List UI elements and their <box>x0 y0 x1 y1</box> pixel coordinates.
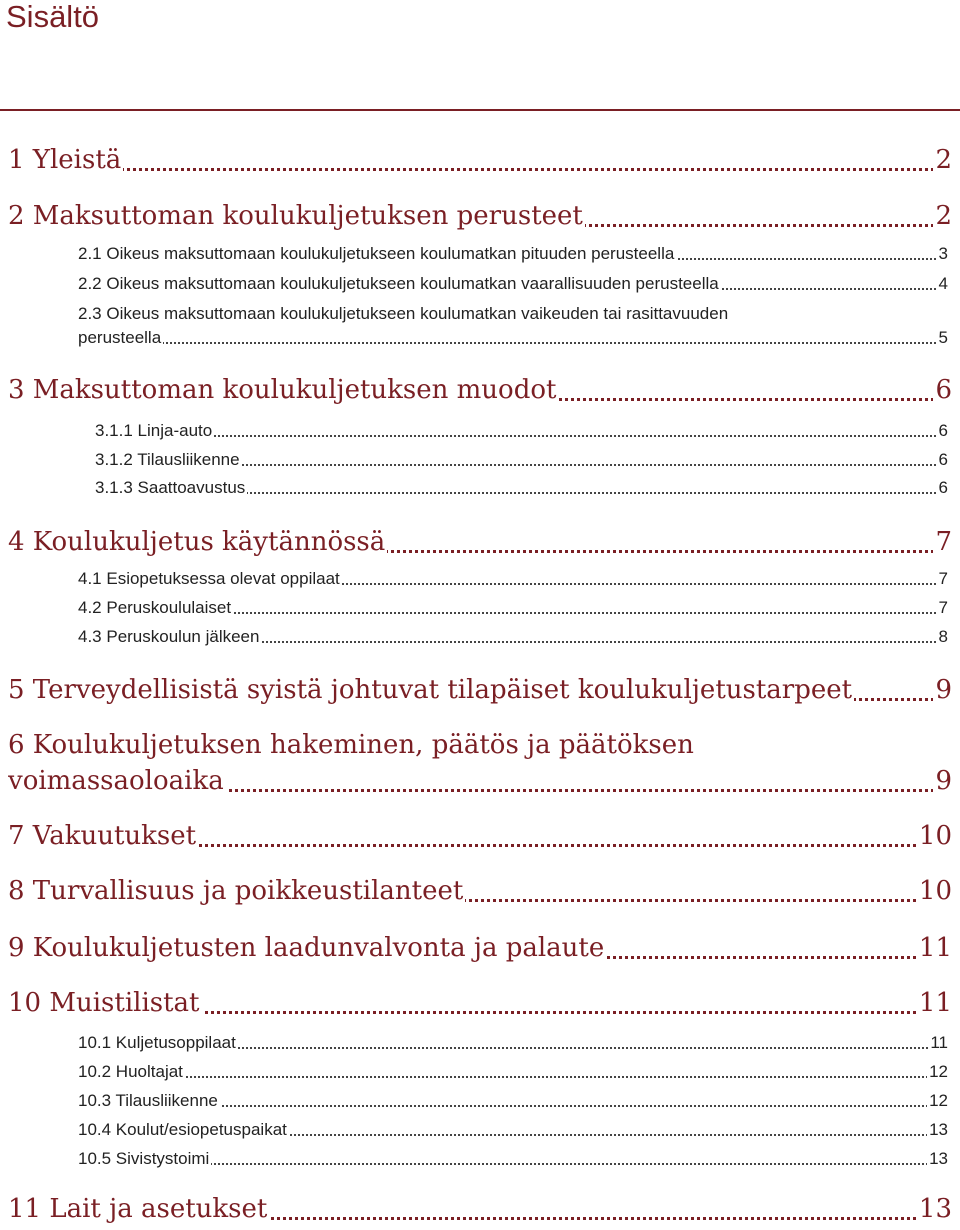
toc-entry-page: 10 <box>917 818 952 854</box>
toc-entry-4-3[interactable] <box>78 625 948 649</box>
toc-entry-page: 13 <box>917 1191 952 1227</box>
toc-entry-10-1[interactable] <box>78 1031 948 1055</box>
toc-entry-text: 4.2 Peruskoululaiset <box>78 598 232 617</box>
toc-entry-page: 13 <box>927 1147 948 1171</box>
toc-entry-page: 7 <box>937 567 948 591</box>
toc-entry-3[interactable] <box>8 372 952 408</box>
toc-entry-page: 3 <box>937 242 948 266</box>
toc-entry-text: 4.1 Esiopetuksessa olevat oppilaat <box>78 569 340 588</box>
toc-entry-page: 7 <box>933 524 952 560</box>
toc-entry-text: 3 Maksuttoman koulukuljetuksen muodot <box>8 375 557 405</box>
toc-entry-page: 4 <box>937 272 948 296</box>
toc-entry-page: 13 <box>927 1118 948 1142</box>
toc-entry-page: 10 <box>917 873 952 909</box>
toc-entry-text: perusteella <box>78 328 162 347</box>
toc-entry-10-2[interactable] <box>78 1060 948 1084</box>
toc-entry-text: 10 Muistilistat <box>8 988 200 1018</box>
toc-entry-text: 2.2 Oikeus maksuttomaan koulukuljetukseen koulumatkan vaarallisuuden perusteella <box>78 274 719 293</box>
toc-entry-text: voimassaoloaika <box>8 766 224 796</box>
toc-entry-1[interactable] <box>8 142 952 178</box>
toc-entry-page: 6 <box>937 419 948 443</box>
toc-entry-page: 9 <box>933 672 952 708</box>
toc-entry-text: 5 Terveydellisistä syistä johtuvat tilapäiset koulukuljetustarpeet <box>8 675 853 705</box>
toc-entry-text: 2.1 Oikeus maksuttomaan koulukuljetukseen koulumatkan pituuden perusteella <box>78 244 675 263</box>
toc-entry-10-4[interactable] <box>78 1118 948 1142</box>
toc-entry-2-3-line1[interactable]: 2.3 Oikeus maksuttomaan koulukuljetukseen koulumatkan vaikeuden tai rasittavuuden <box>78 304 729 323</box>
toc-entry-text: 10.1 Kuljetusoppilaat <box>78 1033 236 1052</box>
toc-entry-5[interactable] <box>8 672 952 708</box>
toc-entry-2-1[interactable] <box>78 242 948 266</box>
toc-entry-page: 5 <box>937 326 948 350</box>
toc-entry-4[interactable] <box>8 524 952 560</box>
toc-entry-9[interactable] <box>8 930 952 966</box>
toc-entry-7[interactable] <box>8 818 952 854</box>
toc-entry-text: 7 Vakuutukset <box>8 821 197 851</box>
toc-entry-6[interactable] <box>8 763 952 799</box>
toc-entry-page: 6 <box>937 476 948 500</box>
toc-entry-3-1-2[interactable] <box>95 448 948 472</box>
toc-entry-text: 11 Lait ja asetukset <box>8 1194 268 1224</box>
toc-entry-text: 10.3 Tilausliikenne <box>78 1091 218 1110</box>
toc-entry-text: 2 Maksuttoman koulukuljetuksen perusteet <box>8 201 583 231</box>
toc-entry-page: 2 <box>933 198 952 234</box>
toc-entry-3-1-1[interactable] <box>95 419 948 443</box>
toc-entry-2-3[interactable] <box>78 326 948 350</box>
toc-entry-6-line1[interactable]: 6 Koulukuljetuksen hakeminen, päätös ja päätöksen <box>8 730 694 760</box>
toc-entry-text: 4.3 Peruskoulun jälkeen <box>78 627 260 646</box>
toc-entry-10-3[interactable] <box>78 1089 948 1113</box>
toc-entry-text: 10.4 Koulut/esiopetuspaikat <box>78 1120 287 1139</box>
toc-entry-4-1[interactable] <box>78 567 948 591</box>
toc-entry-text: 3.1.1 Linja-auto <box>95 421 213 440</box>
toc-entry-page: 9 <box>933 763 952 799</box>
toc-entry-8[interactable] <box>8 873 952 909</box>
page-title: Sisältö <box>6 0 100 34</box>
toc-entry-text: 10.2 Huoltajat <box>78 1062 183 1081</box>
toc-entry-10[interactable] <box>8 985 952 1021</box>
toc-entry-text: 1 Yleistä <box>8 145 122 175</box>
toc-entry-page: 8 <box>937 625 948 649</box>
toc-entry-text: 9 Koulukuljetusten laadunvalvonta ja palaute <box>8 933 605 963</box>
toc-entry-10-5[interactable] <box>78 1147 948 1171</box>
toc-entry-page: 11 <box>917 930 952 966</box>
toc-entry-page: 6 <box>933 372 952 408</box>
toc-entry-text: 4 Koulukuljetus käytännössä <box>8 527 386 557</box>
toc-entry-page: 6 <box>937 448 948 472</box>
toc-entry-page: 12 <box>927 1060 948 1084</box>
title-divider <box>0 109 960 111</box>
toc-entry-4-2[interactable] <box>78 596 948 620</box>
toc-entry-3-1-3[interactable] <box>95 476 948 500</box>
toc-entry-page: 11 <box>917 985 952 1021</box>
toc-entry-page: 7 <box>937 596 948 620</box>
toc-entry-11[interactable] <box>8 1191 952 1227</box>
toc-entry-text: 3.1.2 Tilausliikenne <box>95 450 240 469</box>
toc-entry-page: 2 <box>933 142 952 178</box>
toc-entry-2-2[interactable] <box>78 272 948 296</box>
toc-entry-text: 8 Turvallisuus ja poikkeustilanteet <box>8 876 464 906</box>
toc-entry-page: 11 <box>928 1031 948 1055</box>
toc-entry-text: 10.5 Sivistystoimi <box>78 1149 210 1168</box>
toc-entry-2[interactable] <box>8 198 952 234</box>
toc-entry-page: 12 <box>927 1089 948 1113</box>
toc-entry-text: 3.1.3 Saattoavustus <box>95 478 246 497</box>
